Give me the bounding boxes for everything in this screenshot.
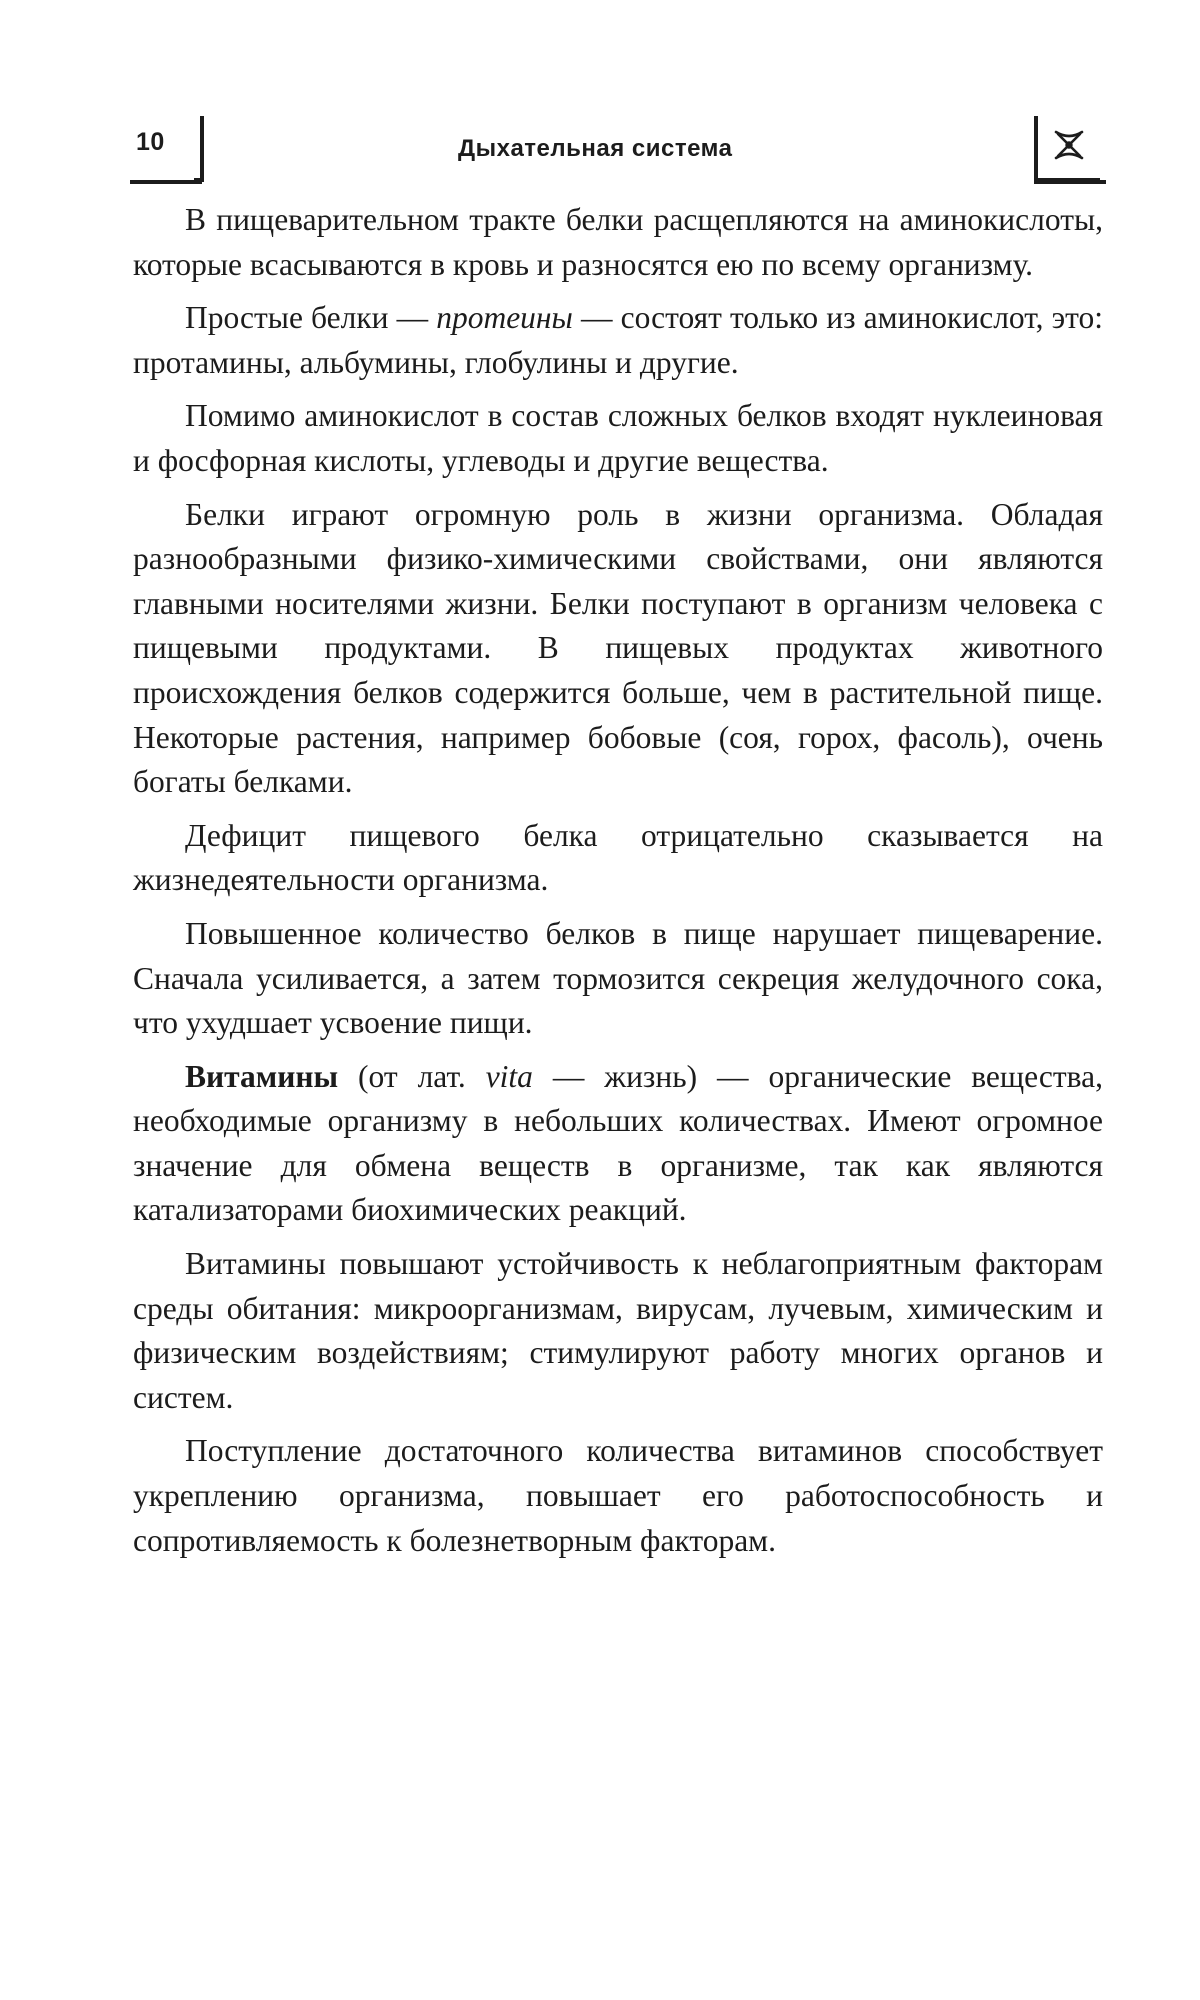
body-text <box>133 198 1103 1572</box>
paragraph-text: Белки играют огромную роль в жизни организма. Обладая разнообразными физико-химическими свойствами, они являются главными носителями жизни. Белки поступают в организм человека с пищевыми продуктами. В пищевых продуктах животного происхождения белков содержится больше, чем в растительной пище. Некоторые растения, например бобовые (соя, горох, фасоль), очень богаты белками. <box>133 496 1103 800</box>
paragraph-text: Помимо аминокислот в состав сложных белков входят нуклеиновая и фосфорная кислоты, углеводы и другие вещества. <box>133 398 1103 478</box>
paragraph <box>133 1429 1103 1563</box>
paragraph <box>133 493 1103 805</box>
italic-term: vita <box>485 1058 533 1094</box>
paragraph-text: Простые белки — <box>185 300 437 336</box>
italic-term: протеины <box>436 300 573 336</box>
paragraph-text: (от лат. <box>338 1058 486 1094</box>
paragraph <box>133 912 1103 1046</box>
paragraph <box>133 814 1103 903</box>
paragraph <box>133 198 1103 287</box>
header-rule-left <box>130 180 202 184</box>
decorative-ornament-icon <box>1050 126 1088 164</box>
paragraph-text: Витамины повышают устойчивость к неблагоприятным факторам среды обитания: микроорганизмам, вирусам, лучевым, химическим и физическим воздействиям; стимулируют работу многих органов и систем. <box>133 1246 1103 1415</box>
paragraph <box>133 1242 1103 1420</box>
header-rule-right <box>1034 180 1106 184</box>
bold-term: Витамины <box>185 1058 339 1094</box>
paragraph-text: В пищеварительном тракте белки расщепляются на аминокислоты, которые всасываются в кровь и разносятся ею по всему организму. <box>133 202 1103 282</box>
paragraph-text: — жизнь) — органические вещества, необходимые организму в небольших количествах. Имеют огромное значение для обмена веществ в организме, так как являются катализаторами биохимических реакций. <box>133 1058 1103 1228</box>
page-number: 10 <box>136 128 165 156</box>
paragraph <box>133 1055 1103 1233</box>
paragraph <box>133 394 1103 483</box>
paragraph-text: Дефицит пищевого белка отрицательно сказывается на жизнедеятельности организма. <box>133 817 1103 898</box>
paragraph-text: — состоят только из аминокислот, это: протамины, альбумины, глобулины и другие. <box>133 300 1103 380</box>
paragraph-text: Повышенное количество белков в пище нарушает пищеварение. Сначала усиливается, а затем тормозится секреция желудочного сока, что ухудшает усвоение пищи. <box>133 915 1103 1041</box>
page-number-bracket <box>194 116 204 182</box>
paragraph-text: Поступление достаточного количества витаминов способствует укреплению организма, повышает его работоспособность и сопротивляемость к болезнетворным факторам. <box>133 1433 1103 1558</box>
paragraph <box>133 296 1103 385</box>
running-header <box>130 110 1105 180</box>
running-title: Дыхательная система <box>458 135 733 162</box>
